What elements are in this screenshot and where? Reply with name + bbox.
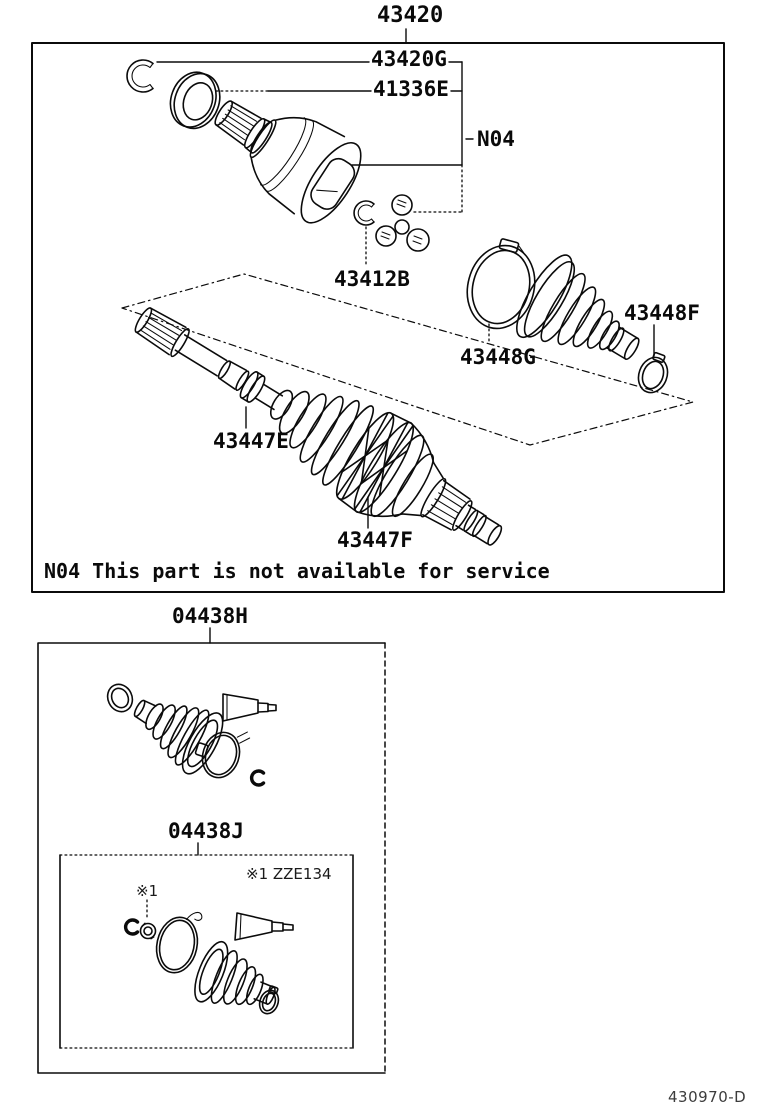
kit-j-small-clamp-drawing: [256, 984, 282, 1016]
callout-boot-kit-j[interactable]: 04438J: [168, 819, 244, 843]
kit-j-ring-nut-drawing: [141, 923, 156, 939]
service-note: N04 This part is not available for service: [44, 559, 550, 583]
kit-j-snap-ring-drawing: [126, 920, 138, 934]
callout-inboard-boot-clamp[interactable]: 43448G: [460, 345, 536, 369]
callout-tripod-spider[interactable]: 43412B: [334, 267, 410, 291]
callout-not-available[interactable]: N04: [477, 127, 515, 151]
drive-shaft-drawing: [113, 274, 525, 582]
callout-inboard-snap-ring[interactable]: 43420G: [371, 47, 447, 71]
kit-h-snap-ring-drawing: [252, 771, 264, 785]
ref-marker: ※1: [136, 882, 159, 900]
ref-applicability: ※1 ZZE134: [246, 865, 332, 883]
main-diagram-box: [32, 43, 724, 592]
tripod-spider-drawing: [376, 195, 429, 251]
boot-kit-h-box: [38, 643, 385, 1073]
callout-boot-kit-h[interactable]: 04438H: [172, 604, 248, 628]
kit-j-grease-tube-drawing: [235, 913, 293, 940]
kit-j-wire-clamp-drawing: [152, 905, 204, 976]
boot-kit-j-box: [60, 855, 353, 1048]
leader-lines: [122, 29, 693, 920]
kit-h-small-ring-drawing: [103, 680, 137, 716]
kit-h-band-clamp-drawing: [190, 719, 251, 784]
kit-h-boot-drawing: [121, 677, 231, 779]
callout-outboard-shaft[interactable]: 43447F: [337, 528, 413, 552]
drawing-number: 430970-D: [668, 1088, 747, 1106]
callout-assembly[interactable]: 43420: [377, 3, 444, 28]
callout-bearing[interactable]: 41336E: [373, 77, 449, 101]
inboard-boot-clamp-drawing: [458, 233, 545, 336]
inner-snap-ring-drawing: [354, 201, 374, 225]
callout-outboard-boot-clamp[interactable]: 43448F: [624, 301, 700, 325]
shaft-assembly-outline: [122, 274, 693, 445]
kit-h-grease-tube-drawing: [223, 694, 276, 721]
callout-shaft-damper[interactable]: 43447E: [213, 429, 289, 453]
snap-ring-drawing: [127, 60, 153, 92]
inboard-joint-drawing: [195, 72, 372, 232]
outboard-boot-clamp-drawing: [634, 350, 674, 397]
